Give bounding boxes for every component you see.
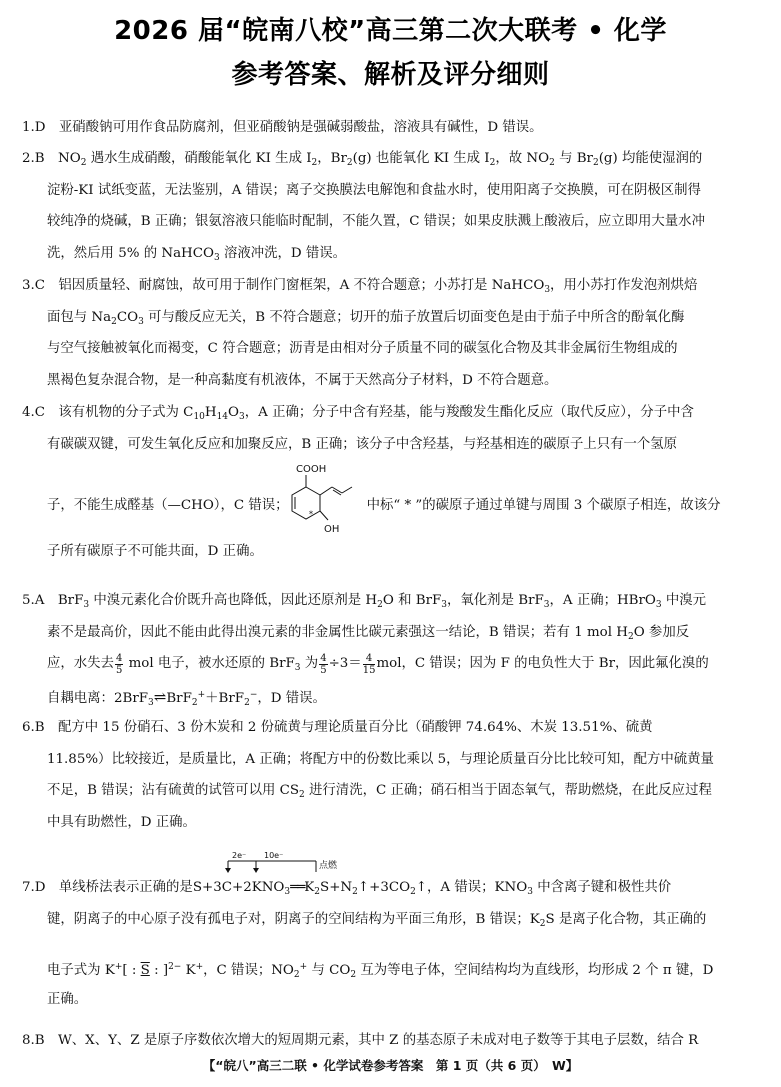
answer-item-7	[22, 872, 762, 935]
answer-item-8	[22, 1025, 762, 1057]
answer-6-line-3: 不足，B 错误；沾有硫黄的试管可以用 $CS_2$ 进行清洗，C 正确；硝石相当于固态氧气，帮助燃烧，在此反应过程	[47, 783, 712, 800]
answer-7-line-1: 7.D 单线桥法表示正确的是$S+3C+2KNO_3══K_2S+N_2↑+3CO_2↑$，A 错误；$KNO_3$ 中含离子键和极性共价	[22, 880, 672, 897]
answer-4-line-4: 子所有碳原子不可能共面，D 正确。	[47, 544, 263, 559]
answer-7-line-3: 电子式为 K+[ : S : ]$^{2-}$ K+，C 错误；$NO_2^+$ 与 $CO_2$ 互为等电子体，空间结构均为直线形，均形成 2 个 π 键，D	[47, 962, 714, 980]
answer-7-line-2: 键，阴离子的中心原子没有孤电子对，阴离子的空间结构为平面三角形，B 错误；$K_2S$ 是离子化合物，其正确的	[47, 911, 707, 929]
answer-3-line-1: 3.C 铝因质量轻、耐腐蚀，故可用于制作门窗框架，A 不符合题意；小苏打是 NaHCO$_3$，用小苏打作发泡剂烘焙	[22, 278, 698, 295]
fraction-4-5b: $\frac{4}{5}$	[320, 653, 327, 676]
answer-2-line-4: 洗，然后用 5% 的 NaHCO$_3$ 溶液冲洗，D 错误。	[47, 245, 347, 263]
answer-3-line-2: 面包与 $Na_2CO_3$ 可与酸反应无关，B 不符合题意；切开的茄子放置后切面变色是由于茄子中所含的酚氧化酶	[47, 309, 685, 327]
answer-5-line-2: 素不是最高价，因此不能由此得出溴元素的非金属性比碳元素强这一结论，B 错误；若有 1 mol $H_2O$ 参加反	[47, 624, 690, 642]
answer-3-line-3: 与空气接触被氧化而褐变，C 符合题意；沥青是由相对分子质量不同的碳氢化合物及其非金属衍生物组成的	[47, 341, 678, 356]
answer-item-1	[22, 112, 762, 144]
answer-5-line-4: 自耦电离：2BrF$_3$⇌BrF$_2$+＋BrF$_2$−，D 错误。	[47, 687, 326, 708]
page-footer: 【“皖八”高三二联 • 化学试卷参考答案 第 1 页（共 6 页） W】	[202, 1058, 579, 1073]
answer-3-line-4: 黑褐色复杂混合物，是一种高黏度有机液体，不属于天然高分子材料，D 不符合题意。	[47, 372, 558, 388]
answer-2-line-3: 较纯净的烧碱，B 正确；银氨溶液只能临时配制，不能久置，C 错误；如果皮肤溅上酸液后，应立即用大量水冲	[47, 214, 705, 229]
svg-text:COOH: COOH	[296, 464, 327, 475]
answer-1-line-1: 1.D 亚硝酸钠可用作食品防腐剂，但亚硝酸钠是强碱弱酸盐，溶液具有碱性，D 错误。	[22, 120, 543, 135]
answer-5-line-3: 应，水失去 $\frac{4}{5}$ mol 电子，被水还原的 BrF$_3$ 为 $\frac{4}{5}$ ÷3＝ $\frac{4}{15}$ mol，C 错误；因为 F 的电负性大于 Br，因此氟化溴的	[47, 653, 709, 676]
answer-item-4	[22, 397, 762, 460]
answer-6-line-4: 中具有助燃性，D 正确。	[47, 814, 196, 830]
answer-item-3	[22, 270, 762, 396]
svg-text:2e⁻: 2e⁻	[232, 851, 247, 860]
svg-text:*: *	[309, 510, 313, 519]
svg-text:OH: OH	[324, 524, 340, 535]
answer-6-line-2: 11.85%）比较接近，是质量比，A 正确；将配方中的份数比乘以 5，与理论质量百分比比较可知，配方中硫黄量	[47, 751, 714, 767]
answer-item-7-cont	[22, 952, 762, 1015]
answer-8-line-1: 8.B W、X、Y、Z 是原子序数依次增大的短周期元素，其中 Z 的基态原子未成对电子数等于其电子层数，结合 R	[22, 1033, 699, 1048]
molecule-structure-icon	[284, 460, 360, 538]
page-subtitle: 参考答案、解析及评分细则	[231, 60, 550, 90]
answer-4-line-2: 有碳碳双键，可发生氧化反应和加聚反应，B 正确；该分子中含羟基，与羟基相连的碳原子上只有一个氢原	[47, 436, 678, 452]
answer-5-line-1: 5.A BrF$_3$ 中溴元素化合价既升高也降低，因此还原剂是 $H_2O$ 和 BrF$_3$，氧化剂是 BrF$_3$，A 正确；HBrO$_3$ 中溴元	[22, 593, 707, 610]
answer-7-line-4: 正确。	[47, 991, 88, 1007]
answer-2-line-2: 淀粉-KI 试纸变蓝，无法鉴别，A 错误；离子交换膜法电解饱和食盐水时，使用阳离子交换膜，可在阴极区制得	[47, 182, 701, 198]
page-title: 2026 届“皖南八校”高三第二次大联考 • 化学	[114, 16, 667, 46]
reaction-condition-label: 点燃	[319, 861, 338, 871]
fraction-4-5: $\frac{4}{5}$	[115, 653, 123, 676]
answer-item-5	[22, 585, 762, 711]
answer-4-line-1: 4.C 该有机物的分子式为 $C_{10}H_{14}O_3$，A 正确；分子中含有羟基，能与羧酸发生酯化反应（取代反应），分子中含	[22, 405, 694, 422]
answer-item-2	[22, 143, 762, 269]
svg-text:10e⁻: 10e⁻	[264, 851, 284, 860]
answer-item-4-end	[22, 536, 762, 568]
answer-item-4-cont	[22, 490, 762, 522]
answer-2-line-1: 2.B $NO_2$ 遇水生成硝酸，硝酸能氧化 KI 生成 $I_2$，$Br_2(g)$ 也能氧化 KI 生成 $I_2$，故 $NO_2$ 与 $Br_2(g)$ 均能使湿润的	[22, 151, 703, 168]
fraction-4-15: $\frac{4}{15}$	[362, 653, 376, 676]
answer-item-6	[22, 712, 762, 838]
answer-4-line-3: 子，不能生成醛基（—CHO），C 错误； 中标“ * ”的碳原子通过单键与周围 3 个碳原子相连，故该分	[47, 498, 721, 513]
answer-6-line-1: 6.B 配方中 15 份硝石、3 份木炭和 2 份硫黄与理论质量百分比（硝酸钾 74.64%、木炭 13.51%、硫黄	[22, 720, 653, 735]
